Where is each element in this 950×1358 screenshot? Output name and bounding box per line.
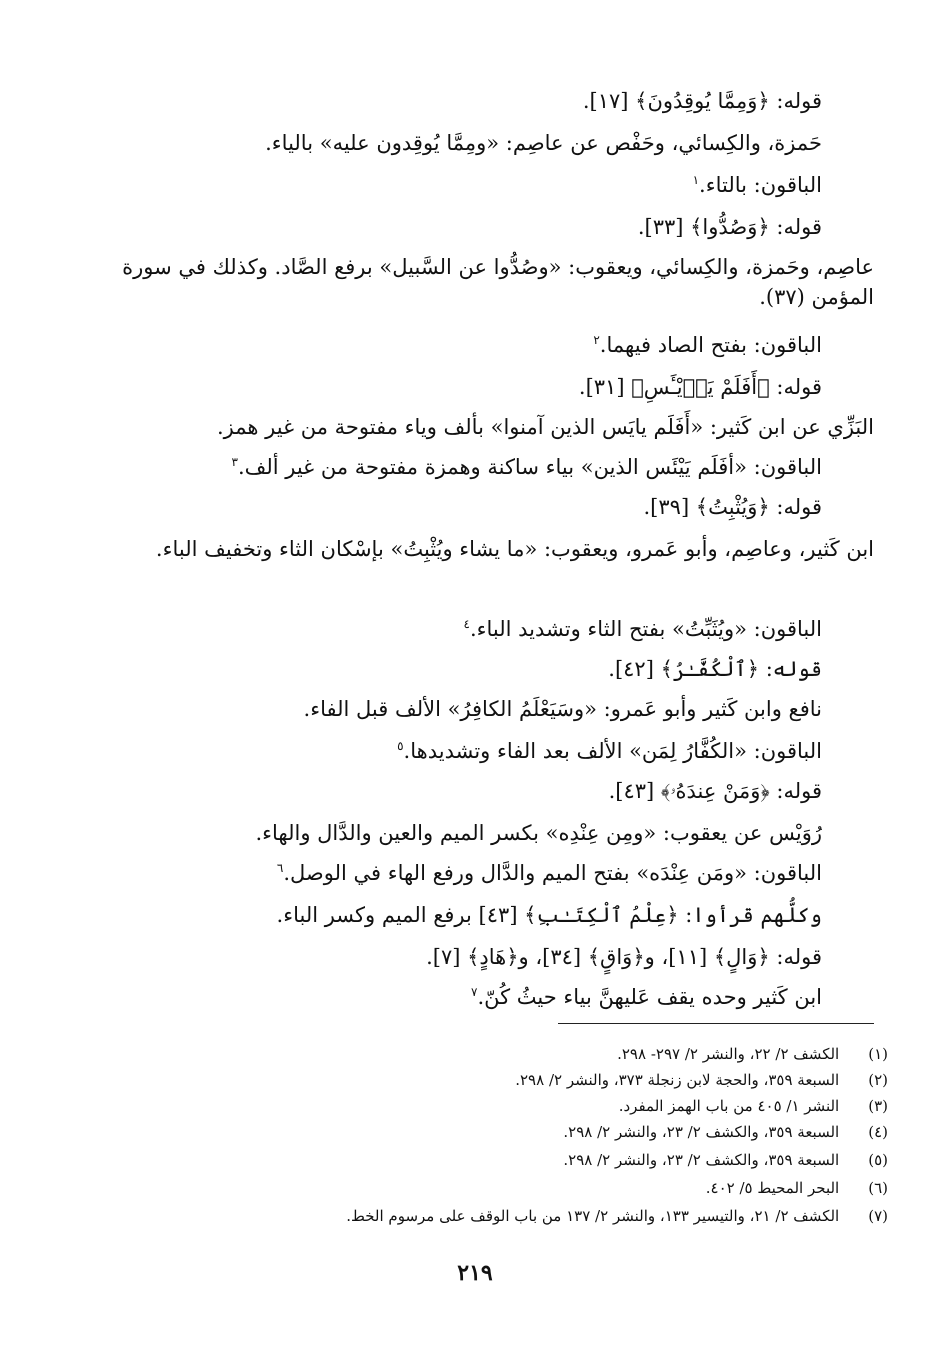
footnote-number: (١): [868, 1045, 888, 1063]
footnote-number: (٤): [868, 1123, 888, 1141]
footnote: [60, 1094, 888, 1118]
text-span: الباقون: بفتح الصاد فيهما.: [599, 333, 822, 357]
text-line: البَزِّي عن ابن كَثير: «أَفَلَم يايَس الذين آمنوا» بألف وياء مفتوحة من غير همز.: [217, 415, 874, 439]
footnote: [60, 1148, 888, 1172]
text-line: قوله: ﴿وَصُدُّوا﴾ [٣٣].: [637, 215, 822, 239]
text-line: ابن كَثير، وعاصِم، وأبو عَمرو، ويعقوب: «ما يشاء ويُثْبِتُ» بإسْكان الثاء وتخفيف الباء.: [155, 537, 874, 561]
text-line: قوله: ﴿وَالٍ﴾ [١١]، و﴿وَاقٍ﴾ [٣٤]، و﴿هَادٍ﴾ [٧].: [426, 945, 822, 969]
text-line: [231, 452, 822, 482]
text-line: قوله: ﴿ٱلْكُفَّـٰرُ﴾ [٤٢].: [608, 657, 822, 681]
text-line: وكلُّهم قرأوا: ﴿عِلْمُ ٱلْكِتَـٰبِ﴾ [٤٣] برفع الميم وكسر الباء.: [276, 903, 822, 927]
text-line: [593, 330, 822, 360]
text-line: [277, 858, 822, 888]
text-line: نافع وابن كَثير وأبو عَمرو: «وسَيَعْلَمُ الكافِرُ» الألف قبل الفاء.: [303, 697, 822, 721]
footnote-text: الكشف ٢/ ٢١، والتيسير ١٣٣، والنشر ٢/ ١٣٧ من باب الوقف على مرسوم الخط.: [346, 1207, 840, 1225]
footnote: [60, 1120, 888, 1144]
footnote-number: (٧): [868, 1207, 888, 1225]
footnote-number: (٢): [868, 1071, 888, 1089]
footnote: [60, 1204, 888, 1228]
text-line: قوله: ﴿وَمَنْ عِندَهُۥ﴾ [٤٣].: [608, 779, 822, 803]
footnote-marker: ٥: [397, 739, 404, 753]
text-span: الباقون: «ويُثَبِّتُ» بفتح الثاء وتشديد الباء.: [469, 617, 822, 641]
text-line: عاصِم، وحَمزة، والكِسائي، ويعقوب: «وصُدُّوا عن السَّبيل» برفع الصَّاد. وكذلك في سورة المؤمن (٣٧).: [122, 255, 874, 309]
footnote-text: السبعة ٣٥٩، والكشف ٢/ ٢٣، والنشر ٢/ ٢٩٨.: [563, 1151, 840, 1169]
text-line: رُوَيْس عن يعقوب: «ومِن عِنْدِه» بكسر الميم والعين والدَّال والهاء.: [255, 821, 822, 845]
footnote-text: النشر ١/ ٤٠٥ من باب الهمز المفرد.: [618, 1097, 840, 1115]
footnote-marker: ٦: [276, 861, 284, 875]
footnote-marker: ٣: [231, 455, 238, 469]
footnote-marker: ٤: [463, 617, 470, 631]
footnote-text: السبعة ٣٥٩، والحجة لابن زنجلة ٣٧٣، والنشر ٢/ ٢٩٨.: [515, 1071, 840, 1089]
footnote-divider: [558, 1023, 874, 1024]
text-line: قوله: ﴿وَيُثْبِتُ﴾ [٣٩].: [643, 495, 822, 519]
text-line: [397, 736, 822, 766]
footnote-number: (٦): [868, 1179, 888, 1197]
footnote: [60, 1176, 888, 1200]
footnote-marker: ٢: [593, 333, 600, 347]
footnote-text: السبعة ٣٥٩، والكشف ٢/ ٢٣، والنشر ٢/ ٢٩٨.: [563, 1123, 840, 1141]
text-span: الباقون: بالتاء.: [699, 173, 822, 197]
footnote-marker: ٧: [471, 985, 478, 999]
text-span: الباقون: «الكُفَّارُ لِمَن» الألف بعد الفاء وتشديدها.: [403, 739, 822, 763]
text-span: الباقون: «أفَلَم يَيْئَس الذين» بياء ساكنة وهمزة مفتوحة من غير ألف.: [237, 455, 822, 479]
footnote: [60, 1068, 888, 1092]
text-line: [693, 170, 822, 200]
text-line: قوله: ﴿وَمِمَّا يُوقِدُونَ﴾ [١٧].: [582, 89, 822, 113]
text-line: [464, 614, 823, 644]
footnote-text: الكشف ٢/ ٢٢، والنشر ٢/ ٢٩٧- ٢٩٨.: [617, 1045, 840, 1063]
text-line: حَمزة، والكِسائي، وحَفْص عن عاصِم: «ومِمَّا يُوقِدون عليه» بالياء.: [265, 131, 822, 155]
footnote-marker: ١: [692, 173, 700, 187]
footnote-text: البحر المحيط ٥/ ٤٠٢.: [705, 1179, 840, 1197]
text-span: ابن كَثير وحده يقف عَليهنَّ بياء حيثُ كُنّ.: [477, 985, 822, 1009]
text-line: قوله: ﴿أَفَلَمْ يَا۟يْـَٔسِ﴾ [٣١].: [578, 375, 822, 399]
footnote: [60, 1042, 888, 1066]
page-number: ٢١٩: [457, 1260, 493, 1286]
text-span: الباقون: «ومَن عِنْدَه» بفتح الميم والدَّال ورفع الهاء في الوصل.: [283, 861, 822, 885]
footnote-number: (٣): [868, 1097, 888, 1115]
footnote-number: (٥): [868, 1151, 888, 1169]
text-line: [471, 982, 822, 1012]
